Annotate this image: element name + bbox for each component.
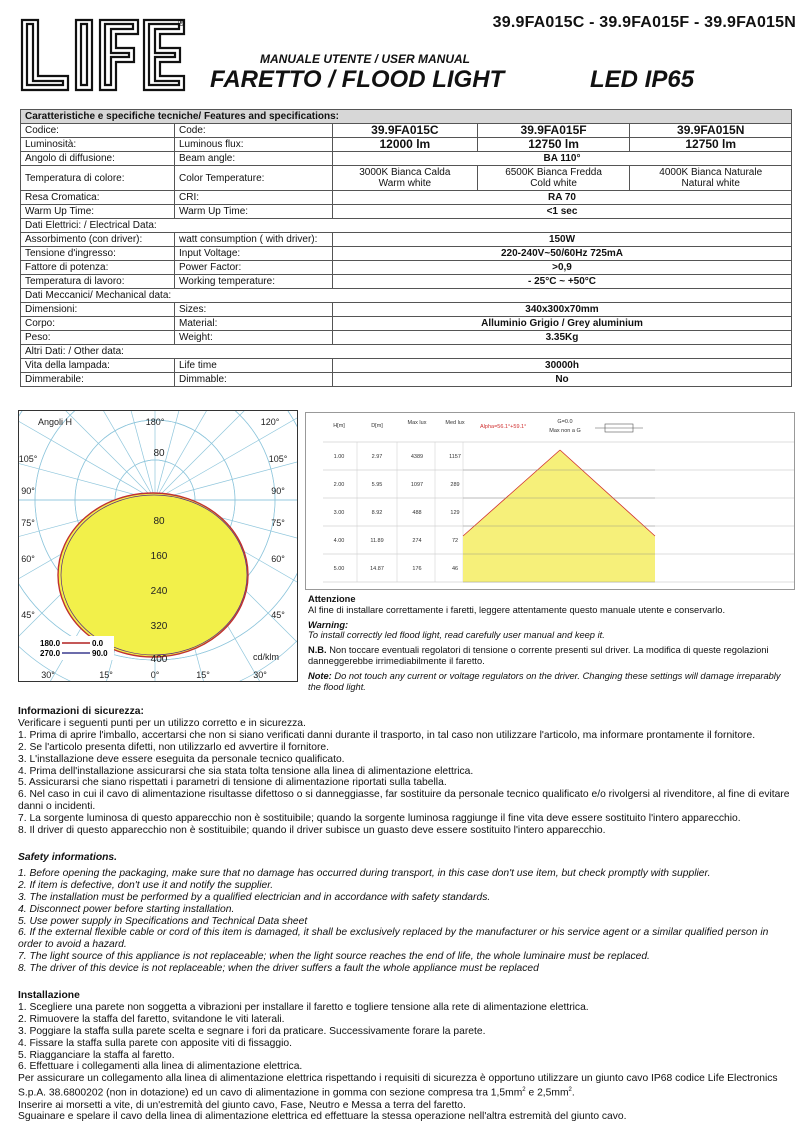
cone-cell: 1.00 xyxy=(333,454,345,460)
spec-value: No xyxy=(333,373,792,387)
spec-value: 39.9FA015N xyxy=(630,124,792,138)
list-item: 3. L'installazione deve essere eseguita da personale tecnico qualificato. xyxy=(18,753,345,765)
list-item: 2. Se l'articolo presenta difetti, non utilizzarlo ed avvertire il fornitore. xyxy=(18,741,330,753)
spec-row xyxy=(21,124,792,138)
cone-header: D[m] xyxy=(371,423,383,429)
spec-label-it: Codice: xyxy=(21,124,175,138)
spec-row xyxy=(21,233,792,247)
safety-list xyxy=(18,868,794,975)
legend-a: 180.0 xyxy=(40,639,61,648)
spec-label-en: Luminous flux: xyxy=(175,138,333,152)
sup-a: 2 xyxy=(522,1087,526,1094)
spec-value-line1: 6500K Bianca Fredda xyxy=(505,167,602,178)
list-item: 1. Scegliere una parete non soggetta a vibrazioni per installare il faretto e togliere tensione alla rete di alimentazione elettrica. xyxy=(18,1001,589,1013)
list-item: 7. The light source of this appliance is not replaceable; when the light source reaches the end of life, the whole luminaire must be replaced. xyxy=(18,951,650,963)
cone-cell: 2.97 xyxy=(371,454,383,460)
spec-value-line2: Natural white xyxy=(681,178,740,189)
spec-label-en: Warm Up Time: xyxy=(175,205,333,219)
cone-cell: 72 xyxy=(451,538,459,544)
cone-cell: 3.00 xyxy=(333,510,345,516)
spec-row xyxy=(21,166,792,191)
spec-row xyxy=(21,261,792,275)
cone-max-note: Max non a G xyxy=(549,428,581,434)
list-item: 6. Nel caso in cui il cavo di alimentazione risultasse difettoso o si danneggiasse, far sostituire da personale tecnico qualificato e/o rivolgersi al rivenditore, al fine di evitare danni o incidenti. xyxy=(18,789,790,813)
spec-label-en: Color Temperature: xyxy=(175,166,333,191)
spec-label-it: Warm Up Time: xyxy=(21,205,175,219)
spec-value: 340x300x70mm xyxy=(333,303,792,317)
spec-label-en: Sizes: xyxy=(175,303,333,317)
spec-value: 12000 lm xyxy=(333,138,478,152)
life-logo xyxy=(18,14,188,94)
polar-ring-label: 80 xyxy=(153,516,165,527)
spec-section-row xyxy=(21,219,792,233)
registered-mark: ® xyxy=(178,18,185,28)
cone-cell: 129 xyxy=(450,510,460,516)
polar-bottom-label: 30° xyxy=(253,670,267,680)
spec-label-en: Life time xyxy=(175,359,333,373)
spec-label-en: watt consumption ( with driver): xyxy=(175,233,333,247)
spec-section: Dati Meccanici/ Mechanical data: xyxy=(21,289,792,303)
spec-label-it: Resa Cromatica: xyxy=(21,191,175,205)
spec-row xyxy=(21,331,792,345)
cone-alpha: Alpha=56.1°+59.1° xyxy=(480,424,527,430)
spec-header-row xyxy=(21,110,792,124)
sicurezza-list xyxy=(18,730,794,837)
sicurezza-section xyxy=(18,706,794,837)
list-item: 5. Use power supply in Specifications and Technical Data sheet xyxy=(18,915,308,927)
list-item: 5. Assicurarsi che siano rispettati i parametri di tensione di alimentazione riportati sulla tabella. xyxy=(18,777,447,789)
spec-row xyxy=(21,373,792,387)
cone-cell: 4389 xyxy=(410,454,424,460)
sup-b: 2 xyxy=(568,1087,572,1094)
spec-section: Dati Elettrici: / Electrical Data: xyxy=(21,219,792,233)
polar-diagram xyxy=(18,410,298,682)
spec-value: Alluminio Grigio / Grey aluminium xyxy=(333,317,792,331)
notes-block xyxy=(308,594,794,696)
spec-label-it: Angolo di diffusione: xyxy=(21,152,175,166)
spec-section-row xyxy=(21,289,792,303)
attenzione-text: Al fine di installare correttamente i faretti, leggere attentamente questo manuale utente e conservarlo. xyxy=(308,604,726,615)
polar-side-label: 45° xyxy=(21,610,35,620)
polar-ring-label: 160 xyxy=(150,551,168,562)
list-item: 8. The driver of this device is not replaceable; when the driver suffers a fault the whole appliance must be replaced xyxy=(18,963,539,975)
polar-side-label: 90° xyxy=(21,486,35,496)
spec-label-it: Luminosità: xyxy=(21,138,175,152)
spec-label-it: Assorbimento (con driver): xyxy=(21,233,175,247)
installazione-title: Installazione xyxy=(18,990,80,1001)
polar-side-label: 60° xyxy=(21,554,35,564)
spec-label-it: Vita della lampada: xyxy=(21,359,175,373)
spec-row xyxy=(21,247,792,261)
spec-value-line2: Cold white xyxy=(530,178,577,189)
polar-ring-label: 320 xyxy=(150,621,168,632)
spec-value: 39.9FA015C xyxy=(333,124,478,138)
spec-label-en: Beam angle: xyxy=(175,152,333,166)
spec-value: 220-240V~50/60Hz 725mA xyxy=(333,247,792,261)
spec-label-it: Peso: xyxy=(21,331,175,345)
spec-label-it: Temperatura di lavoro: xyxy=(21,275,175,289)
legend-a: 270.0 xyxy=(40,649,61,658)
polar-bottom-label: 0° xyxy=(150,670,160,680)
spec-section-row xyxy=(21,345,792,359)
spec-label-en: Dimmable: xyxy=(175,373,333,387)
cone-cell: 5.95 xyxy=(371,482,383,488)
polar-ring-label: 80 xyxy=(153,448,165,459)
spec-label-en: Working temperature: xyxy=(175,275,333,289)
spec-row xyxy=(21,205,792,219)
warning-text: To install correctly led flood light, read carefully user manual and keep it. xyxy=(308,630,605,641)
product-codes: 39.9FA015C - 39.9FA015F - 39.9FA015N xyxy=(492,14,796,31)
installazione-para3: Sguainare e spelare il cavo della linea di alimentazione elettrica ed effettuare la stessa operazione nell'altra estremità del giunto cavo. xyxy=(18,1111,627,1123)
list-item: 4. Disconnect power before starting installation. xyxy=(18,903,235,915)
polar-top-label: 120° xyxy=(260,417,280,427)
installazione-para2: Inserire ai morsetti a vite, di un'estremità del giunto cavo, Fase, Neutro e Messa a terra del faretto. xyxy=(18,1099,466,1111)
spec-label-en: Material: xyxy=(175,317,333,331)
spec-label-it: Temperatura di colore: xyxy=(21,166,175,191)
list-item: 1. Prima di aprire l'imballo, accertarsi che non si siano verificati danni durante il trasporto, in tal caso non utilizzare l'articolo, ma informare prontamente il fornitore. xyxy=(18,729,756,741)
polar-side-label: 60° xyxy=(271,554,285,564)
cone-header: Med lux xyxy=(445,420,465,426)
warning-heading: Warning: xyxy=(308,619,349,630)
cone-cell: 46 xyxy=(451,566,459,572)
cone-header: H[m] xyxy=(333,423,345,429)
polar-side-label: 105° xyxy=(268,454,288,464)
polar-legend xyxy=(38,636,114,660)
spec-value: 12750 lm xyxy=(630,138,792,152)
list-item: 6. If the external flexible cable or cord of this item is damaged, it shall be exclusively replaced by the manufacturer or his service agent or a similar qualified person in order to avoid a hazard. xyxy=(18,927,769,951)
spec-label-it: Corpo: xyxy=(21,317,175,331)
title-led: LED IP65 xyxy=(590,66,695,93)
polar-bottom-label: 15° xyxy=(99,670,113,680)
spec-label-it: Dimmerabile: xyxy=(21,373,175,387)
cone-header: Max lux xyxy=(407,420,427,426)
spec-row xyxy=(21,152,792,166)
installazione-list xyxy=(18,1002,794,1073)
spec-row xyxy=(21,317,792,331)
legend-b: 90.0 xyxy=(92,649,108,658)
spec-label-it: Dimensioni: xyxy=(21,303,175,317)
spec-value xyxy=(477,166,630,191)
cone-cell: 289 xyxy=(450,482,460,488)
safety-title: Safety informations. xyxy=(18,852,117,863)
polar-unit-label: cd/klm xyxy=(252,652,280,662)
polar-ring-label: 400 xyxy=(150,654,168,665)
cone-cell: 4.00 xyxy=(333,538,345,544)
spec-value xyxy=(333,166,478,191)
attenzione-heading: Attenzione xyxy=(308,594,356,604)
safety-section xyxy=(18,852,794,975)
polar-angoli-label: Angoli H xyxy=(38,417,73,427)
spec-value: 3.35Kg xyxy=(333,331,792,345)
spec-section: Altri Dati: / Other data: xyxy=(21,345,792,359)
note-text: Do not touch any current or voltage regulators on the driver. Changing these settings will damage irreparably the flood light. xyxy=(308,670,781,692)
spec-value: 30000h xyxy=(333,359,792,373)
list-item: 3. Poggiare la staffa sulla parete scelta e segnare i fori da praticare. Successivamente forare la parete. xyxy=(18,1025,486,1037)
spec-value: - 25°C ~ +50°C xyxy=(333,275,792,289)
spec-value: 12750 lm xyxy=(477,138,630,152)
sicurezza-intro: Verificare i seguenti punti per un utilizzo corretto e in sicurezza. xyxy=(18,717,306,729)
polar-ring-label: 240 xyxy=(150,586,168,597)
cone-cell: 1097 xyxy=(410,482,424,488)
list-item: 4. Fissare la staffa sulla parete con apposite viti di fissaggio. xyxy=(18,1037,292,1049)
polar-bottom-label: 30° xyxy=(41,670,55,680)
spec-label-en: CRI: xyxy=(175,191,333,205)
spec-label-en: Weight: xyxy=(175,331,333,345)
spec-row xyxy=(21,303,792,317)
list-item: 4. Prima dell'installazione assicurarsi che sia stata tolta tensione alla linea di alimentazione elettrica. xyxy=(18,765,474,777)
cone-diagram xyxy=(305,412,795,590)
manual-subtitle: MANUALE UTENTE / USER MANUAL xyxy=(260,52,470,66)
polar-side-label: 75° xyxy=(21,518,35,528)
note-heading: Note: xyxy=(308,670,332,681)
spec-value xyxy=(630,166,792,191)
cone-cell: 1157 xyxy=(449,454,461,460)
list-item: 2. If item is defective, don't use it and notify the supplier. xyxy=(18,879,274,891)
spec-value: >0,9 xyxy=(333,261,792,275)
cone-cell: 274 xyxy=(412,538,422,544)
spec-value-line1: 3000K Bianca Calda xyxy=(359,167,451,178)
list-item: 3. The installation must be performed by a qualified electrician and in accordance with safety standards. xyxy=(18,891,491,903)
title-main: FARETTO / FLOOD LIGHT xyxy=(210,66,505,93)
list-item: 8. Il driver di questo apparecchio non è sostituibile; quando il driver subisce un guasto deve essere sostituito l'intero apparecchio. xyxy=(18,825,606,837)
spec-value: RA 70 xyxy=(333,191,792,205)
spec-label-it: Fattore di potenza: xyxy=(21,261,175,275)
page-title xyxy=(210,66,695,94)
polar-side-label: 105° xyxy=(18,454,38,464)
spec-value-line1: 4000K Bianca Naturale xyxy=(659,167,763,178)
list-item: 7. La sorgente luminosa di questo apparecchio non è sostituibile; quando la sorgente luminosa raggiunge il fine vita deve essere sostituito l'intero apparecchio. xyxy=(18,813,741,825)
spec-value: 150W xyxy=(333,233,792,247)
list-item: 1. Before opening the packaging, make sure that no damage has occurred during transport, in this case don't use item, but check promptly with supplier. xyxy=(18,867,711,879)
spec-table xyxy=(20,109,792,387)
list-item: 6. Effettuare i collegamenti alla linea di alimentazione elettrica. xyxy=(18,1061,303,1073)
spec-label-en: Power Factor: xyxy=(175,261,333,275)
para1-text-b: e 2,5mm xyxy=(525,1087,569,1099)
list-item: 2. Rimuovere la staffa del faretto, svitandone le viti laterali. xyxy=(18,1013,285,1025)
cone-cell: 11.89 xyxy=(370,538,384,544)
list-item: 5. Riagganciare la staffa al faretto. xyxy=(18,1049,175,1061)
cone-cell: 14.87 xyxy=(370,566,384,572)
spec-value: 39.9FA015F xyxy=(477,124,630,138)
spec-row xyxy=(21,138,792,152)
polar-side-label: 45° xyxy=(271,610,285,620)
spec-label-en: Input Voltage: xyxy=(175,247,333,261)
spec-label-en: Code: xyxy=(175,124,333,138)
cone-cell: 8.92 xyxy=(371,510,383,516)
spec-header: Caratteristiche e specifiche tecniche/ Features and specifications: xyxy=(21,110,792,124)
installazione-section xyxy=(18,990,794,1123)
cone-cell: 488 xyxy=(412,510,422,516)
spec-value-line2: Warm white xyxy=(378,178,432,189)
spec-value: <1 sec xyxy=(333,205,792,219)
spec-row xyxy=(21,191,792,205)
nb-text: Non toccare eventuali regolatori di tensione o corrente presenti sul driver. La modifica di queste regolazioni danneggerebbe irrimediabilmente il faretto. xyxy=(308,645,769,666)
cone-cell: 2.00 xyxy=(333,482,345,488)
polar-top-label: 180° xyxy=(145,417,165,427)
polar-side-label: 75° xyxy=(271,518,285,528)
sicurezza-title: Informazioni di sicurezza: xyxy=(18,706,144,717)
cone-cell: 176 xyxy=(412,566,422,572)
polar-side-label: 90° xyxy=(271,486,285,496)
spec-row xyxy=(21,359,792,373)
para1-text-c: . xyxy=(571,1087,575,1099)
nb-heading: N.B. xyxy=(308,645,327,656)
spec-value: BA 110° xyxy=(333,152,792,166)
polar-bottom-label: 15° xyxy=(196,670,210,680)
para1-text: Per assicurare un collegamento alla linea di alimentazione elettrica rispettando i requisiti di sicurezza è opportuno utilizzare un giunto cavo IP68 codice Life Electronics S.p.A. 38.6800202 (non in dotazione) ed un cavo di alimentazione in gomma con sezione compresa tra 1,5mm xyxy=(18,1073,778,1099)
cone-cell: 5.00 xyxy=(333,566,345,572)
spec-label-it: Tensione d'ingresso: xyxy=(21,247,175,261)
spec-row xyxy=(21,275,792,289)
installazione-para1 xyxy=(18,1073,794,1099)
legend-b: 0.0 xyxy=(92,639,104,648)
cone-g: G=0.0 xyxy=(557,419,573,425)
